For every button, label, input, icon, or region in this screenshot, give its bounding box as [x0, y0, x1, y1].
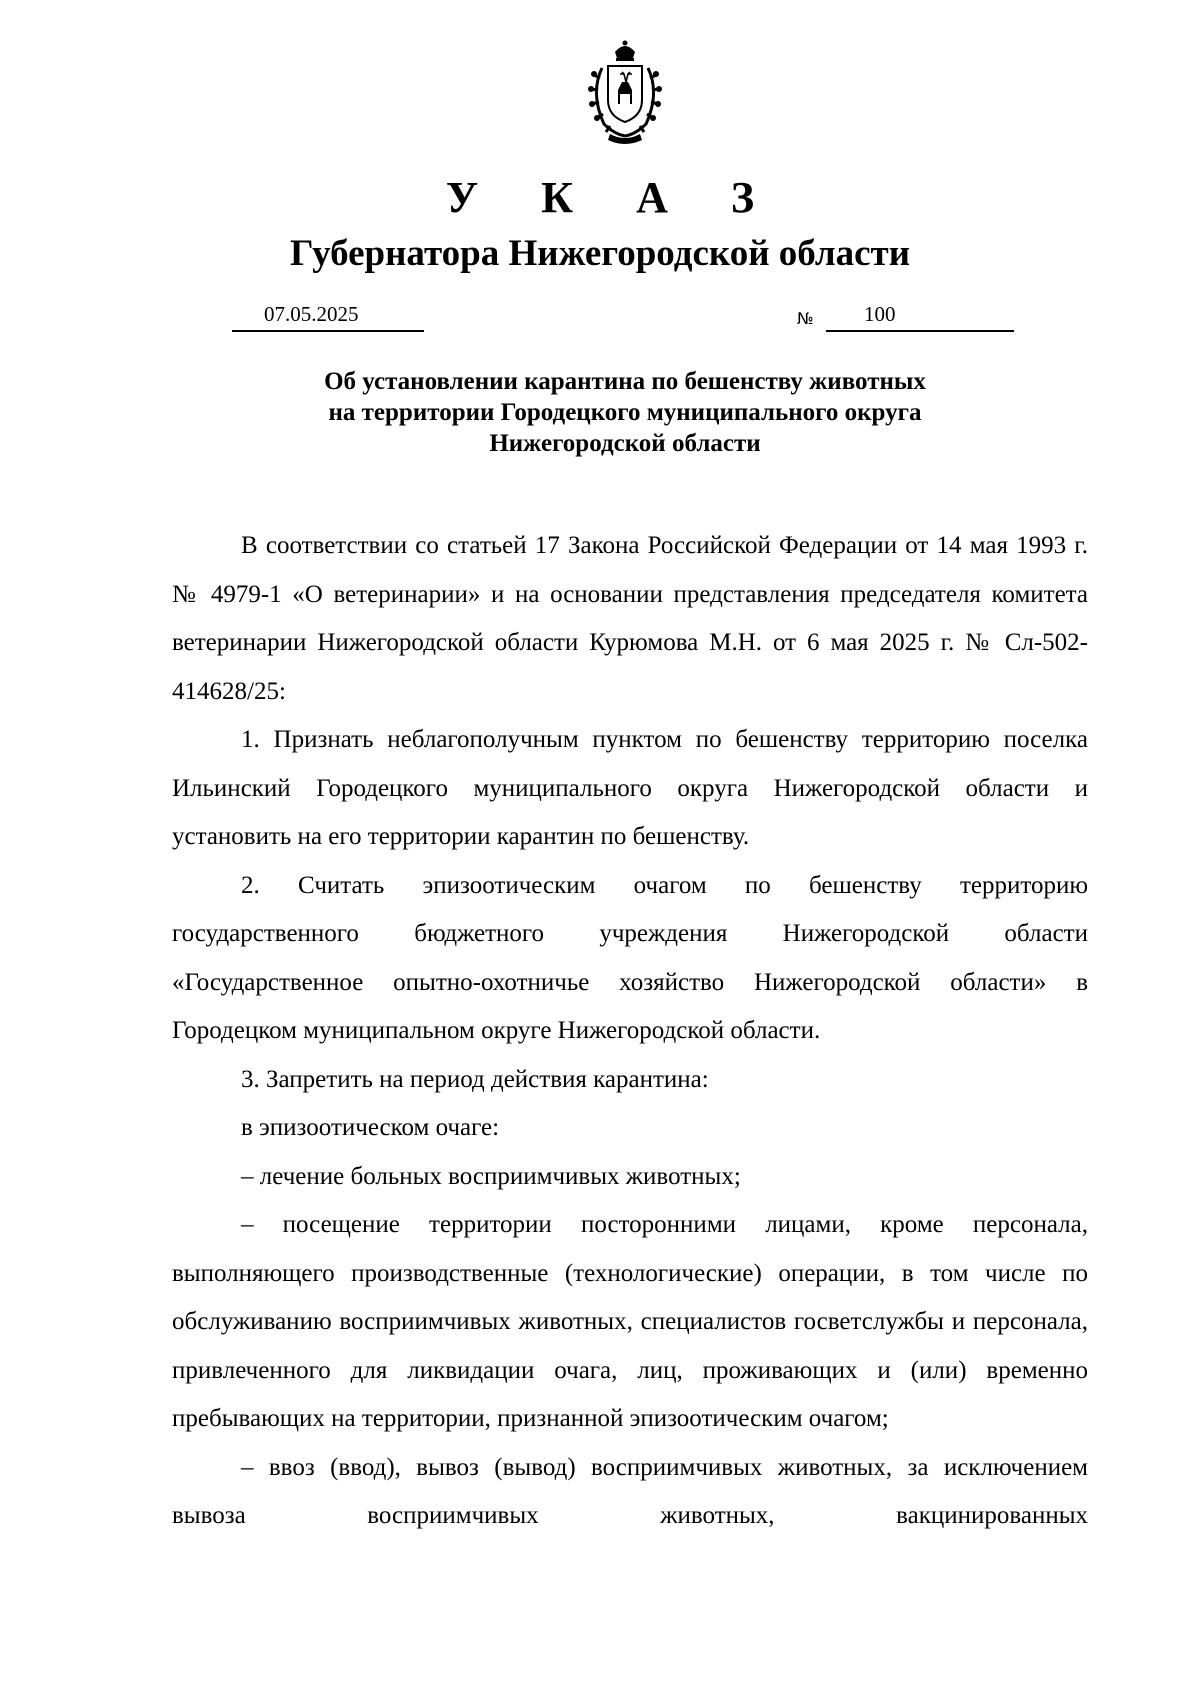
item-3-dash-1-paragraph: – лечение больных восприимчивых животных;: [241, 1162, 741, 1190]
document-subject: [200, 366, 1050, 459]
subject-line-1: Об установлении карантина по бешенству животных: [324, 368, 926, 395]
item-3-dash-3-paragraph: – ввоз (ввод), вывоз (вывод) восприимчивых животных, за исключением вывоза восприимчивых животных, вакцинированных: [172, 1453, 1088, 1529]
document-number-field: [826, 300, 1014, 332]
subject-line-3: Нижегородской области: [489, 430, 761, 457]
item-3-focus-paragraph: в эпизоотическом очаге:: [241, 1114, 500, 1141]
issuer-title: Губернатора Нижегородской области: [289, 233, 911, 274]
item-3-dash-2-paragraph: – посещение территории посторонними лицами, кроме персонала, выполняющего производственные (технологические) операции, в том числе по обслуживанию восприимчивых животных, специалистов госветслужбы и персонала, привлеченного для ликвидации очага, лиц, проживающих и (или) временно пребывающих на территории, признанной эпизоотическим очагом;: [172, 1211, 1088, 1432]
document-body: [172, 522, 1088, 1541]
item-2-paragraph: 2. Считать эпизоотическим очагом по бешенству территорию государственного бюджетного учреждения Нижегородской области «Государственное опытно-охотничье хозяйство Нижегородской области» в Городецком муниципальном округе Нижегородской области.: [172, 871, 1088, 1044]
preamble-paragraph: В соответствии со статьей 17 Закона Российской Федерации от 14 мая 1993 г. № 4979-1 «О ветеринарии» и на основании представления председателя комитета ветеринарии Нижегородской области Курюмова М.Н. от 6 мая 2025 г. № Сл-502-414628/25:: [172, 532, 1088, 705]
document-date: 07.05.2025: [264, 302, 359, 326]
nizhny-novgorod-coat-of-arms-icon: [570, 38, 680, 148]
subject-line-2: на территории Городецкого муниципального округа: [328, 399, 922, 426]
item-3-paragraph: 3. Запретить на период действия карантина:: [241, 1065, 709, 1093]
document-number: 100: [864, 302, 896, 326]
item-1-paragraph: 1. Признать неблагополучным пунктом по бешенству территорию поселка Ильинский Городецкого муниципального округа Нижегородской области и установить на его территории карантин по бешенству.: [172, 726, 1088, 850]
number-sign-label: №: [797, 309, 814, 328]
document-date-field: [232, 300, 424, 332]
document-type-title: У К А З: [445, 173, 781, 222]
